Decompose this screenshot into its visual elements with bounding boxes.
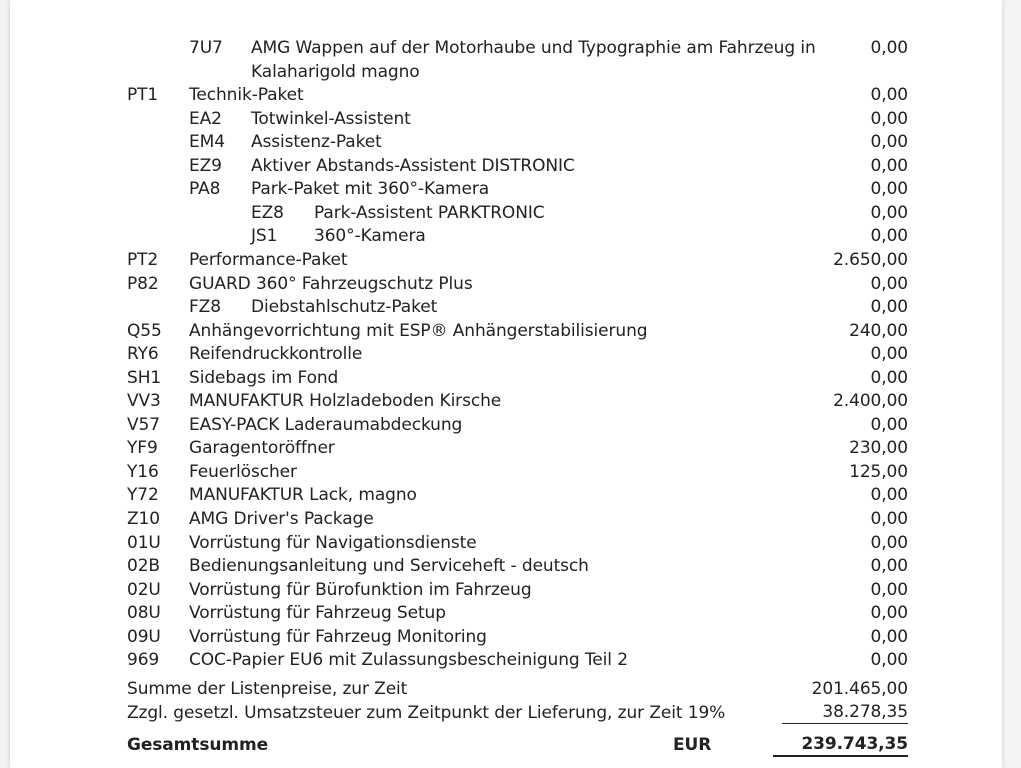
option-code: PA8 bbox=[189, 179, 221, 199]
option-row bbox=[10, 248, 1002, 272]
option-code: JS1 bbox=[251, 226, 278, 246]
option-description: Sidebags im Fond bbox=[189, 368, 339, 388]
option-code: EM4 bbox=[189, 132, 225, 152]
option-row bbox=[10, 342, 1002, 366]
option-row bbox=[10, 83, 1002, 107]
option-price: 0,00 bbox=[870, 297, 908, 317]
vat-row bbox=[10, 701, 1002, 725]
option-row bbox=[10, 601, 1002, 625]
option-price: 0,00 bbox=[870, 274, 908, 294]
option-price: 0,00 bbox=[870, 179, 908, 199]
option-price: 0,00 bbox=[870, 533, 908, 553]
option-price: 0,00 bbox=[870, 109, 908, 129]
option-row bbox=[10, 366, 1002, 390]
option-code: FZ8 bbox=[189, 297, 221, 317]
option-row bbox=[10, 272, 1002, 296]
option-description: Vorrüstung für Navigationsdienste bbox=[189, 533, 477, 553]
option-description: MANUFAKTUR Holzladeboden Kirsche bbox=[189, 391, 502, 411]
option-code: Q55 bbox=[127, 321, 162, 341]
option-code: RY6 bbox=[127, 344, 159, 364]
option-row bbox=[10, 531, 1002, 555]
option-code: Y16 bbox=[127, 462, 159, 482]
option-description: MANUFAKTUR Lack, magno bbox=[189, 485, 417, 505]
option-price: 0,00 bbox=[870, 38, 908, 58]
grand-total-row bbox=[10, 733, 1002, 757]
option-description-continuation: Kalaharigold magno bbox=[251, 62, 420, 82]
option-row bbox=[10, 554, 1002, 578]
option-code: EZ8 bbox=[251, 203, 284, 223]
option-row bbox=[10, 224, 1002, 248]
option-row bbox=[10, 295, 1002, 319]
list-price-sum-row bbox=[10, 677, 1002, 701]
option-description: AMG Wappen auf der Motorhaube und Typographie am Fahrzeug in bbox=[251, 38, 816, 58]
option-code: 02B bbox=[127, 556, 160, 576]
option-description: AMG Driver's Package bbox=[189, 509, 374, 529]
option-code: PT1 bbox=[127, 85, 159, 105]
option-description: Aktiver Abstands-Assistent DISTRONIC bbox=[251, 156, 575, 176]
option-description: Performance-Paket bbox=[189, 250, 348, 270]
option-row bbox=[10, 648, 1002, 672]
option-code: 7U7 bbox=[189, 38, 223, 58]
option-description: Diebstahlschutz-Paket bbox=[251, 297, 438, 317]
option-description: Vorrüstung für Fahrzeug Monitoring bbox=[189, 627, 487, 647]
option-price: 0,00 bbox=[870, 344, 908, 364]
option-code: V57 bbox=[127, 415, 160, 435]
list-price-sum-value: 201.465,00 bbox=[811, 679, 908, 699]
option-description: GUARD 360° Fahrzeugschutz Plus bbox=[189, 274, 473, 294]
option-description: Anhängevorrichtung mit ESP® Anhängerstabilisierung bbox=[189, 321, 648, 341]
option-price: 2.400,00 bbox=[833, 391, 908, 411]
option-price: 0,00 bbox=[870, 603, 908, 623]
option-description: Garagentoröffner bbox=[189, 438, 335, 458]
grand-total-value: 239.743,35 bbox=[773, 733, 908, 757]
option-description: Feuerlöscher bbox=[189, 462, 297, 482]
option-price: 0,00 bbox=[870, 203, 908, 223]
option-row bbox=[10, 177, 1002, 201]
option-row bbox=[10, 389, 1002, 413]
option-description: 360°-Kamera bbox=[314, 226, 426, 246]
option-code: P82 bbox=[127, 274, 159, 294]
option-code: PT2 bbox=[127, 250, 159, 270]
option-price: 0,00 bbox=[870, 132, 908, 152]
option-row bbox=[10, 436, 1002, 460]
option-description: Technik-Paket bbox=[189, 85, 304, 105]
option-price: 0,00 bbox=[870, 368, 908, 388]
option-row bbox=[10, 201, 1002, 225]
option-price: 0,00 bbox=[870, 580, 908, 600]
option-code: EA2 bbox=[189, 109, 222, 129]
option-description: COC-Papier EU6 mit Zulassungsbescheinigung Teil 2 bbox=[189, 650, 628, 670]
invoice-sheet bbox=[10, 0, 1002, 768]
option-price: 0,00 bbox=[870, 509, 908, 529]
option-price: 230,00 bbox=[849, 438, 908, 458]
option-description: Park-Assistent PARKTRONIC bbox=[314, 203, 545, 223]
grand-total-label: Gesamtsumme bbox=[127, 735, 268, 755]
option-description: Bedienungsanleitung und Serviceheft - deutsch bbox=[189, 556, 589, 576]
option-description: Park-Paket mit 360°-Kamera bbox=[251, 179, 490, 199]
option-code: 09U bbox=[127, 627, 161, 647]
option-description: Vorrüstung für Bürofunktion im Fahrzeug bbox=[189, 580, 532, 600]
option-row bbox=[10, 460, 1002, 484]
option-description: Reifendruckkontrolle bbox=[189, 344, 363, 364]
option-code: Y72 bbox=[127, 485, 159, 505]
option-price: 240,00 bbox=[849, 321, 908, 341]
option-row bbox=[10, 625, 1002, 649]
option-row bbox=[10, 154, 1002, 178]
option-price: 0,00 bbox=[870, 485, 908, 505]
option-row bbox=[10, 413, 1002, 437]
option-code: SH1 bbox=[127, 368, 162, 388]
option-code: EZ9 bbox=[189, 156, 222, 176]
option-row bbox=[10, 107, 1002, 131]
option-price: 0,00 bbox=[870, 415, 908, 435]
option-price: 125,00 bbox=[849, 462, 908, 482]
option-price: 0,00 bbox=[870, 556, 908, 576]
option-row bbox=[10, 36, 1002, 60]
option-price: 0,00 bbox=[870, 650, 908, 670]
vat-label: Zzgl. gesetzl. Umsatzsteuer zum Zeitpunkt der Lieferung, zur Zeit 19% bbox=[127, 703, 726, 723]
option-description: EASY-PACK Laderaumabdeckung bbox=[189, 415, 463, 435]
option-row bbox=[10, 319, 1002, 343]
option-price: 2.650,00 bbox=[833, 250, 908, 270]
option-code: 08U bbox=[127, 603, 161, 623]
option-code: VV3 bbox=[127, 391, 161, 411]
option-row bbox=[10, 578, 1002, 602]
list-price-sum-label: Summe der Listenpreise, zur Zeit bbox=[127, 679, 408, 699]
option-row bbox=[10, 130, 1002, 154]
option-price: 0,00 bbox=[870, 627, 908, 647]
option-description: Assistenz-Paket bbox=[251, 132, 382, 152]
option-description: Totwinkel-Assistent bbox=[251, 109, 411, 129]
option-row bbox=[10, 483, 1002, 507]
option-price: 0,00 bbox=[870, 226, 908, 246]
option-price: 0,00 bbox=[870, 85, 908, 105]
option-description: Vorrüstung für Fahrzeug Setup bbox=[189, 603, 446, 623]
option-row-continuation bbox=[10, 60, 1002, 84]
option-code: YF9 bbox=[127, 438, 158, 458]
option-row bbox=[10, 507, 1002, 531]
option-price: 0,00 bbox=[870, 156, 908, 176]
currency-label: EUR bbox=[673, 735, 712, 755]
vat-value: 38.278,35 bbox=[782, 701, 908, 724]
option-code: 969 bbox=[127, 650, 160, 670]
option-code: Z10 bbox=[127, 509, 160, 529]
option-code: 02U bbox=[127, 580, 161, 600]
option-code: 01U bbox=[127, 533, 161, 553]
